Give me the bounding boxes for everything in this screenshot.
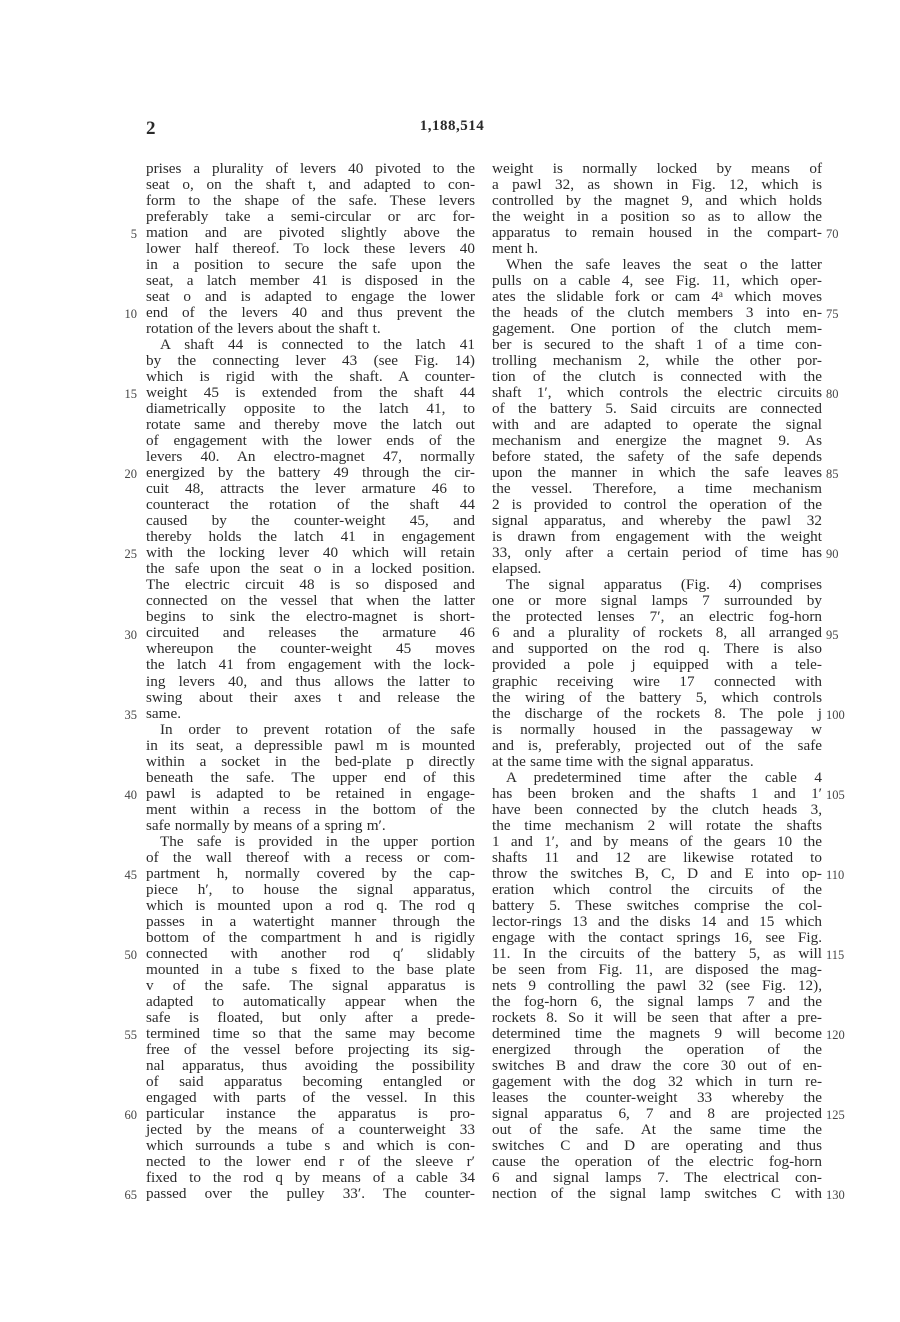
text-line: the heads of the clutch members 3 into en- [492,304,822,322]
text-line: signal apparatus 6, 7 and 8 are projected [492,1104,822,1122]
text-line: switches C and D are operating and thus [492,1136,822,1154]
text-line: connected with another rod q′ slidably [146,944,475,962]
text-line: out of the safe. At the same time the [492,1120,822,1138]
text-line: pulls on a cable 4, see Fig. 11, which oper- [492,272,822,290]
line-number: 50 [124,947,137,962]
text-line: eration which control the circuits of the [492,880,822,898]
text-line: nets 9 controlling the pawl 32 (see Fig. 12), [492,976,822,994]
text-line: signal apparatus, and whereby the pawl 32 [492,512,822,530]
text-line: v of the safe. The signal apparatus is [146,976,475,994]
text-line: be seen from Fig. 11, are disposed the mag- [492,960,822,978]
text-line: beneath the safe. The upper end of this [146,768,475,786]
line-number: 95 [826,627,839,642]
text-line: throw the switches B, C, D and E into op- [492,864,822,882]
text-line: the vessel. Therefore, a time mechanism [492,480,822,498]
text-line: caused by the counter-weight 45, and [146,512,475,530]
text-line: The safe is provided in the upper portion [160,832,475,850]
text-line: is drawn from engagement with the weight [492,528,822,546]
text-line: trolling mechanism 2, while the other por- [492,352,822,370]
text-line: before stated, the safety of the safe depends [492,448,822,466]
text-line: partment h, normally covered by the cap- [146,864,475,882]
text-line: lower half thereof. To lock these levers 40 [146,240,475,258]
text-line: in a position to secure the safe upon the [146,256,475,274]
text-line: thereby holds the latch 41 in engagement [146,528,475,546]
text-line: the protected lenses 7′, an electric fog-horn [492,608,822,626]
text-line: provided a pole j equipped with a tele- [492,656,822,674]
text-line: end of the levers 40 and thus prevent the [146,304,475,322]
line-number: 80 [826,387,839,402]
line-number: 75 [826,307,839,322]
line-number: 125 [826,1108,845,1123]
text-line: jected by the means of a counterweight 33 [146,1120,475,1138]
text-line: energized by the battery 49 through the cir- [146,464,475,482]
line-number: 25 [124,547,137,562]
text-line: leases the counter-weight 33 whereby the [492,1088,822,1106]
text-line: connected on the vessel that when the latter [146,592,475,610]
text-line: and supported on the rod q. There is also [492,640,822,658]
text-line: The signal apparatus (Fig. 4) comprises [506,576,822,594]
text-line: the safe upon the seat o in a locked position. [146,560,475,578]
line-number: 60 [124,1108,137,1123]
line-number: 40 [124,787,137,802]
line-number: 110 [826,867,845,882]
text-line: When the safe leaves the seat o the latter [506,256,822,274]
text-line: graphic receiving wire 17 connected with [492,672,822,690]
text-line: swing about their axes t and release the [146,688,475,706]
text-line: piece h′, to house the signal apparatus, [146,880,475,898]
text-line: ates the slidable fork or cam 4ᵃ which moves [492,288,822,306]
text-line: of engagement with the lower ends of the [146,432,475,450]
text-line: 2 is provided to control the operation of the [492,496,822,514]
line-number: 130 [826,1188,845,1203]
text-line: elapsed. [492,560,542,578]
text-line: In order to prevent rotation of the safe [160,720,475,738]
line-number: 45 [124,867,137,882]
text-line: termined time so that the same may become [146,1024,475,1042]
text-line: with and are adapted to operate the signal [492,416,822,434]
text-line: of said apparatus becoming entangled or [146,1072,475,1090]
page-number: 2 [146,118,155,139]
left-text-column [146,161,475,1202]
text-line: with the locking lever 40 which will retain [146,544,475,562]
text-line: the latch 41 from engagement with the lock- [146,656,475,674]
text-line: prises a plurality of levers 40 pivoted to the [146,160,475,177]
text-line: the discharge of the rockets 8. The pole j [492,704,822,722]
text-line: begins to sink the electro-magnet is short- [146,608,475,626]
line-number: 10 [124,307,137,322]
text-line: 11. In the circuits of the battery 5, as will [492,944,822,962]
text-line: free of the vessel before projecting its sig- [146,1040,475,1058]
text-line: 6 and a plurality of rockets 8, all arranged [492,624,822,642]
text-line: circuited and releases the armature 46 [146,624,475,642]
text-line: nal apparatus, thus avoiding the possibility [146,1056,475,1074]
text-line: ment h. [492,240,539,258]
text-line: adapted to automatically appear when the [146,992,475,1010]
text-line: engaged with parts of the vessel. In this [146,1088,475,1106]
text-line: mechanism and energize the magnet 9. As [492,432,822,450]
text-line: same. [146,704,182,722]
text-line: upon the manner in which the safe leaves [492,464,822,482]
text-line: weight is normally locked by means of [492,160,822,177]
text-line: and is, preferably, projected out of the safe [492,736,822,754]
text-line: levers 40. An electro-magnet 47, normally [146,448,475,466]
text-line: whereupon the counter-weight 45 moves [146,640,475,658]
text-line: has been broken and the shafts 1 and 1′ [492,784,822,802]
text-line: gagement with the dog 32 which in turn re- [492,1072,822,1090]
text-line: passed over the pulley 33′. The counter- [146,1185,475,1202]
text-line: weight 45 is extended from the shaft 44 [146,384,475,402]
text-line: seat, a latch member 41 is disposed in the [146,272,475,290]
text-line: 33, only after a certain period of time has [492,544,822,562]
text-line: shafts 11 and 12 are likewise rotated to [492,848,822,866]
text-line: a pawl 32, as shown in Fig. 12, which is [492,176,822,194]
text-line: safe is floated, but only after a prede- [146,1008,475,1026]
text-line: of the battery 5. Said circuits are connected [492,400,822,418]
text-line: within a socket in the bed-plate p directly [146,752,475,770]
line-number: 5 [130,227,137,242]
text-line: ment within a recess in the bottom of the [146,800,475,818]
text-line: particular instance the apparatus is pro- [146,1104,475,1122]
text-line: ing levers 40, and thus allows the latter to [146,672,475,690]
text-line: determined time the magnets 9 will become [492,1024,822,1042]
text-line: tion of the clutch is connected with the [492,368,822,386]
line-number: 120 [826,1028,845,1043]
text-line: bottom of the compartment h and is rigidly [146,928,475,946]
text-line: the time mechanism 2 will rotate the shafts [492,816,822,834]
line-number: 115 [826,947,845,962]
line-number: 70 [826,227,839,242]
line-number: 20 [124,467,137,482]
text-line: A predetermined time after the cable 4 [506,768,822,786]
text-line: engage with the contact springs 16, see Fig. [492,928,822,946]
text-line: The electric circuit 48 is so disposed and [146,576,475,594]
line-number: 105 [826,787,845,802]
text-line: counteract the rotation of the shaft 44 [146,496,475,514]
text-line: have been connected by the clutch heads 3, [492,800,822,818]
text-line: the fog-horn 6, the signal lamps 7 and the [492,992,822,1010]
text-line: which surrounds a tube s and which is con- [146,1136,475,1154]
text-line: rockets 8. So it will be seen that after a pre- [492,1008,822,1026]
text-line: passes in a watertight manner through the [146,912,475,930]
text-line: pawl is adapted to be retained in engage- [146,784,475,802]
line-number: 35 [124,707,137,722]
text-line: 6 and signal lamps 7. The electrical con- [492,1168,822,1186]
text-line: rotation of the levers about the shaft t. [146,320,381,338]
patent-number: 1,188,514 [419,118,485,134]
text-line: 1 and 1′, and by means of the gears 10 the [492,832,822,850]
text-line: at the same time with the signal apparatus. [492,752,754,770]
text-line: controlled by the magnet 9, and which holds [492,192,822,210]
text-line: seat o, on the shaft t, and adapted to con- [146,176,475,194]
text-line: seat o and is adapted to engage the lower [146,288,475,306]
text-line: lector-rings 13 and the disks 14 and 15 which [492,912,822,930]
text-line: which is mounted upon a rod q. The rod q [146,896,475,914]
text-line: mounted in a tube s fixed to the base plate [146,960,475,978]
text-line: the weight in a position so as to allow the [492,208,822,226]
text-line: apparatus to remain housed in the compart- [492,224,822,242]
line-number: 100 [826,707,845,722]
line-number: 65 [124,1188,137,1203]
text-line: of the wall thereof with a recess or com- [146,848,475,866]
line-number: 55 [124,1028,137,1043]
text-line: nected to the lower end r of the sleeve r′ [146,1152,475,1170]
text-line: cuit 48, attracts the lever armature 46 to [146,480,475,498]
text-line: cause the operation of the electric fog-horn [492,1152,822,1170]
text-line: mation and are pivoted slightly above the [146,224,475,242]
text-line: battery 5. These switches comprise the col- [492,896,822,914]
text-line: by the connecting lever 43 (see Fig. 14) [146,352,475,370]
text-line: nection of the signal lamp switches C with [492,1185,822,1202]
line-number: 90 [826,547,839,562]
text-line: safe normally by means of a spring m′. [146,816,386,834]
text-line: rotate same and thereby move the latch out [146,416,475,434]
text-line: fixed to the rod q by means of a cable 34 [146,1168,475,1186]
text-line: in its seat, a depressible pawl m is mounted [146,736,475,754]
text-line: is normally housed in the passageway w [492,720,822,738]
text-line: form to the shape of the safe. These levers [146,192,475,210]
text-line: preferably take a semi-circular or arc for- [146,208,475,226]
line-number: 85 [826,467,839,482]
text-line: one or more signal lamps 7 surrounded by [492,592,822,610]
text-line: which is rigid with the shaft. A counter- [146,368,475,386]
line-number: 30 [124,627,137,642]
text-line: diametrically opposite to the latch 41, to [146,400,475,418]
text-line: ber is secured to the shaft 1 of a time con- [492,336,822,354]
text-line: A shaft 44 is connected to the latch 41 [160,336,475,354]
text-line: gagement. One portion of the clutch mem- [492,320,822,338]
text-line: shaft 1′, which controls the electric circuits [492,384,822,402]
text-line: energized through the operation of the [492,1040,822,1058]
text-line: switches B and draw the core 30 out of en- [492,1056,822,1074]
line-number: 15 [124,387,137,402]
text-line: the wiring of the battery 5, which controls [492,688,822,706]
right-text-column [492,161,822,1202]
